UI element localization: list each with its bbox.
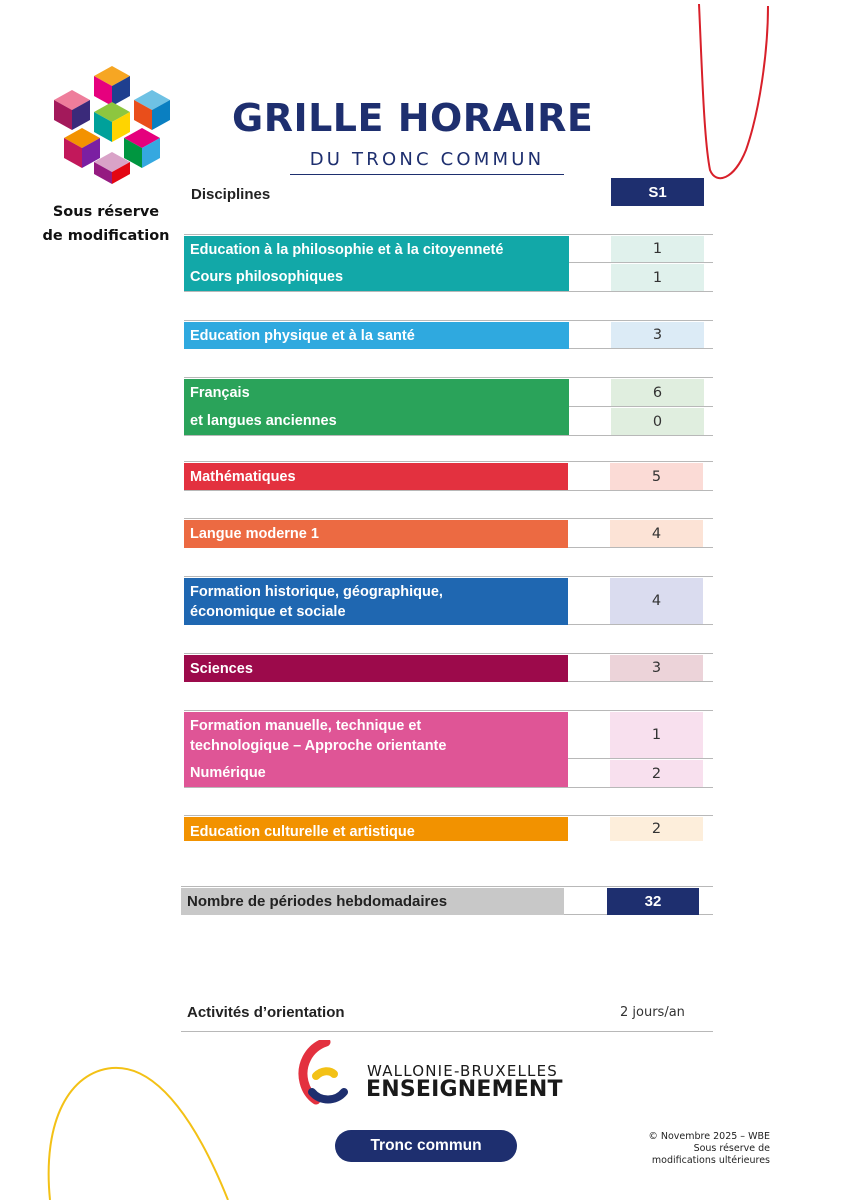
brand-line2: ENSEIGNEMENT	[366, 1077, 563, 1102]
cube-logo-icon	[50, 62, 174, 186]
row-label-education-physique: Education physique et à la santé	[184, 322, 569, 349]
row-divider	[184, 291, 713, 292]
row-value-francais: 6	[611, 379, 704, 406]
row-divider	[184, 490, 713, 491]
total-label: Nombre de périodes hebdomadaires	[181, 888, 564, 915]
copyright-note	[648, 1131, 770, 1167]
row-value-formation-manuelle: 1	[610, 712, 703, 758]
yellow-curve	[49, 1068, 228, 1200]
row-label-formation-historique-line1: Formation historique, géographique,	[190, 583, 443, 600]
row-label-formation-manuelle-line1: Formation manuelle, technique et	[190, 717, 422, 734]
row-divider	[184, 518, 713, 519]
page-title: GRILLE HORAIRE	[232, 96, 594, 140]
row-divider	[184, 461, 713, 462]
tronc-commun-button[interactable]: Tronc commun	[335, 1130, 517, 1162]
row-value-formation-historique: 4	[610, 578, 703, 624]
row-divider	[184, 234, 713, 235]
row-value-cours-philosophiques: 1	[611, 264, 704, 291]
copyright-line1: © Novembre 2025 – WBE	[648, 1131, 770, 1142]
activities-value: 2 jours/an	[620, 1005, 685, 1020]
row-divider	[184, 435, 713, 436]
s1-header: S1	[611, 178, 704, 206]
row-value-sciences: 3	[610, 655, 703, 681]
row-value-numerique: 2	[610, 760, 703, 787]
row-label-formation-historique-line2: économique et sociale	[190, 603, 346, 620]
reserve-note-line1: Sous réserve	[52, 204, 160, 220]
disciplines-header: Disciplines	[191, 186, 271, 203]
row-value-education-culturelle: 2	[610, 817, 703, 841]
row-label-philosophie-citoyennete: Education à la philosophie et à la citoyenneté	[184, 236, 569, 263]
row-label-cours-philosophiques: Cours philosophiques	[184, 263, 569, 291]
copyright-line3: modifications ultérieures	[651, 1155, 770, 1166]
row-divider	[184, 576, 713, 577]
row-divider	[184, 710, 713, 711]
row-label-numerique: Numérique	[184, 759, 568, 787]
row-label-francais: Français	[184, 379, 569, 407]
row-label-langue-moderne: Langue moderne 1	[184, 520, 568, 548]
row-divider	[181, 1031, 713, 1032]
row-divider	[181, 886, 713, 887]
wbe-logo-icon	[296, 1040, 348, 1108]
row-divider	[184, 377, 713, 378]
row-label-mathematiques: Mathématiques	[184, 463, 568, 490]
row-label-formation-manuelle-line2: technologique – Approche orientante	[190, 737, 447, 754]
row-value-education-physique: 3	[611, 322, 704, 348]
row-divider	[184, 320, 713, 321]
row-value-mathematiques: 5	[610, 463, 703, 490]
row-divider	[184, 653, 713, 654]
row-divider	[184, 815, 713, 816]
total-value: 32	[607, 888, 699, 915]
row-label-formation-historique	[184, 578, 568, 625]
row-label-formation-manuelle	[184, 712, 568, 759]
row-label-sciences: Sciences	[184, 655, 568, 682]
row-value-langue-moderne: 4	[610, 520, 703, 547]
row-value-langues-anciennes: 0	[611, 408, 704, 435]
brand-line1: WALLONIE-BRUXELLES	[367, 1062, 559, 1080]
copyright-line2: Sous réserve de	[693, 1143, 770, 1154]
row-label-langues-anciennes: et langues anciennes	[184, 407, 569, 435]
activities-label: Activités d’orientation	[187, 1004, 345, 1021]
red-curve	[699, 4, 768, 178]
row-label-education-culturelle: Education culturelle et artistique	[184, 817, 568, 841]
page-subtitle: DU TRONC COMMUN	[290, 149, 564, 175]
row-divider	[184, 787, 713, 788]
row-value-philosophie-citoyennete: 1	[611, 236, 704, 262]
reserve-note	[38, 200, 174, 248]
reserve-note-line2: de modification	[42, 228, 170, 244]
